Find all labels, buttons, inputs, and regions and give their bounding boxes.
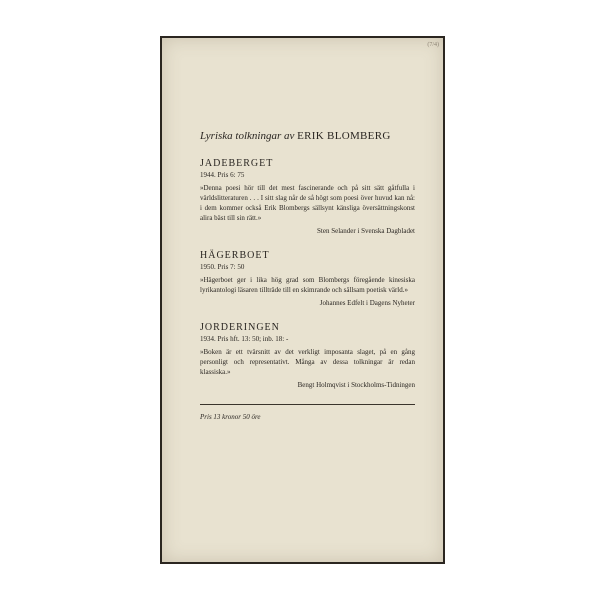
- price-note: Pris 13 kronor 50 öre: [200, 413, 261, 421]
- work-source: Sten Selander i Svenska Dagbladet: [317, 227, 415, 235]
- heading-author: ERIK BLOMBERG: [297, 130, 391, 142]
- work-quote: »Denna poesi hör till det mest fascinerande och på sitt sätt gåtfulla i världslitteraturen . . . I sitt slag når de så högt som poesi över huvud kan nå: i dem kommer också Erik Blombergs sällsynt känsliga översättningskonst alira bäst till sin rätt.»: [200, 184, 415, 222]
- work-source: Bengt Holmqvist i Stockholms-Tidningen: [297, 381, 415, 389]
- heading-italic: Lyriska tolkningar av: [200, 130, 295, 142]
- work-meta: 1944. Pris 6: 75: [200, 171, 245, 179]
- work-title: HÄGERBOET: [200, 250, 270, 261]
- work-quote: »Boken är ett tvärsnitt av det verkligt imposanta slaget, på en gång personligt och representativt. Många av dessa tolkningar är redan klassiska.»: [200, 348, 415, 376]
- work-source: Johannes Edfelt i Dagens Nyheter: [319, 299, 415, 307]
- cover-heading: [200, 130, 415, 142]
- cover-content: [200, 130, 415, 421]
- work-quote: »Hägerboet ger i lika hög grad som Blombergs föregående kinesiska lyrikantologi läsaren tillträde till en skimrande och sällsam poetisk värld.»: [200, 276, 415, 294]
- work-title: JADEBERGET: [200, 158, 274, 169]
- work-title: JORDERINGEN: [200, 322, 280, 333]
- work-meta: 1934. Pris hft. 13: 50; inb. 18: -: [200, 335, 289, 343]
- work-entry-jadeberget: [200, 158, 415, 236]
- book-back-cover: [160, 36, 445, 564]
- work-entry-hagerboet: [200, 250, 415, 308]
- corner-mark: (7/4): [427, 42, 439, 48]
- work-meta: 1950. Pris 7: 50: [200, 263, 245, 271]
- divider-rule: [200, 404, 415, 405]
- work-entry-jorderingen: [200, 322, 415, 390]
